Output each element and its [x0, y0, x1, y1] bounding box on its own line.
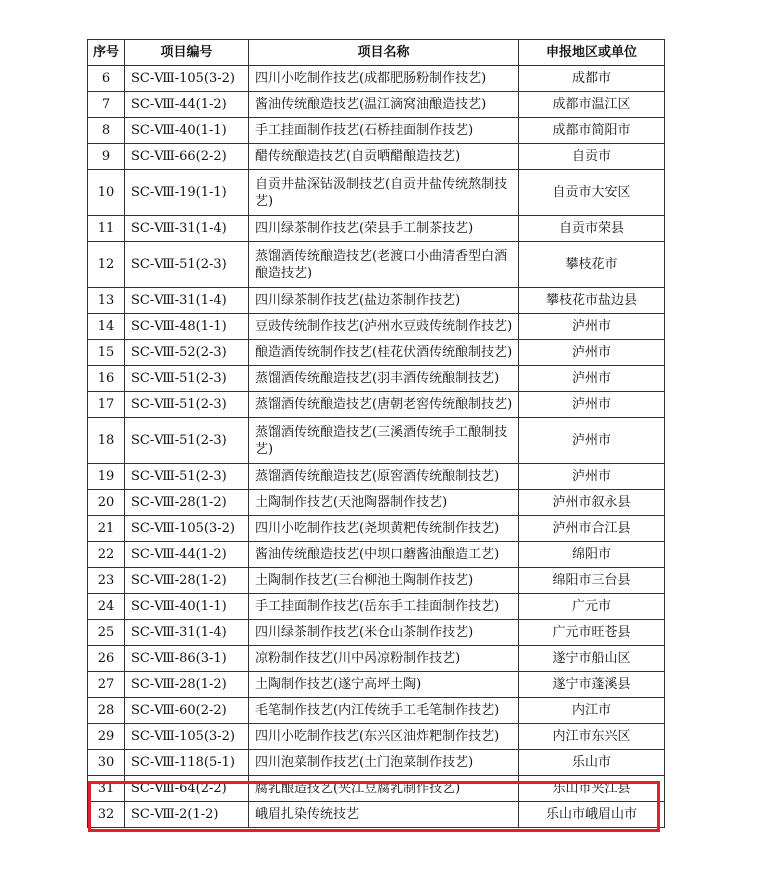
row-index: 7: [88, 92, 125, 118]
row-index: 32: [88, 802, 125, 828]
table-header-row: [88, 40, 665, 66]
row-name: 四川泡菜制作技艺(土门泡菜制作技艺): [249, 750, 519, 776]
table-row: [88, 314, 665, 340]
row-code: SC-Ⅷ-60(2-2): [125, 698, 249, 724]
row-region: 攀枝花市盐边县: [519, 288, 665, 314]
row-region: 乐山市: [519, 750, 665, 776]
row-region: 泸州市合江县: [519, 516, 665, 542]
row-name: 酱油传统酿造技艺(温江滴窝油酿造技艺): [249, 92, 519, 118]
row-region: 成都市温江区: [519, 92, 665, 118]
row-name: 蒸馏酒传统酿造技艺(原窖酒传统酿制技艺): [249, 464, 519, 490]
row-code: SC-Ⅷ-51(2-3): [125, 366, 249, 392]
row-code: SC-Ⅷ-31(1-4): [125, 620, 249, 646]
row-region: 广元市: [519, 594, 665, 620]
row-name: 四川小吃制作技艺(东兴区油炸粑制作技艺): [249, 724, 519, 750]
row-code: SC-Ⅷ-28(1-2): [125, 568, 249, 594]
row-index: 27: [88, 672, 125, 698]
heritage-table: [87, 39, 665, 828]
header-index: 序号: [88, 40, 125, 66]
row-index: 17: [88, 392, 125, 418]
row-name: 凉粉制作技艺(川中呙凉粉制作技艺): [249, 646, 519, 672]
row-name: 土陶制作技艺(遂宁高坪土陶): [249, 672, 519, 698]
row-code: SC-Ⅷ-105(3-2): [125, 724, 249, 750]
row-region: 绵阳市三台县: [519, 568, 665, 594]
table-row: [88, 118, 665, 144]
row-name: 酱油传统酿造技艺(中坝口蘑酱油酿造工艺): [249, 542, 519, 568]
header-name: 项目名称: [249, 40, 519, 66]
row-name: 蒸馏酒传统酿造技艺(羽丰酒传统酿制技艺): [249, 366, 519, 392]
table-row: [88, 490, 665, 516]
row-index: 9: [88, 144, 125, 170]
table-row: [88, 216, 665, 242]
row-code: SC-Ⅷ-52(2-3): [125, 340, 249, 366]
row-name: 四川绿茶制作技艺(米仓山茶制作技艺): [249, 620, 519, 646]
row-region: 乐山市峨眉山市: [519, 802, 665, 828]
row-index: 11: [88, 216, 125, 242]
table-row: [88, 340, 665, 366]
row-code: SC-Ⅷ-51(2-3): [125, 418, 249, 464]
row-region: 泸州市: [519, 340, 665, 366]
table-row: [88, 392, 665, 418]
row-region: 泸州市: [519, 314, 665, 340]
row-region: 绵阳市: [519, 542, 665, 568]
row-index: 24: [88, 594, 125, 620]
row-index: 23: [88, 568, 125, 594]
row-region: 遂宁市蓬溪县: [519, 672, 665, 698]
row-code: SC-Ⅷ-31(1-4): [125, 288, 249, 314]
row-region: 泸州市叙永县: [519, 490, 665, 516]
table-row: [88, 620, 665, 646]
row-region: 内江市: [519, 698, 665, 724]
row-code: SC-Ⅷ-51(2-3): [125, 242, 249, 288]
row-index: 29: [88, 724, 125, 750]
table-row: [88, 776, 665, 802]
row-name: 蒸馏酒传统酿造技艺(三溪酒传统手工酿制技艺): [249, 418, 519, 464]
row-name: 土陶制作技艺(天池陶器制作技艺): [249, 490, 519, 516]
row-region: 攀枝花市: [519, 242, 665, 288]
row-index: 26: [88, 646, 125, 672]
row-region: 成都市简阳市: [519, 118, 665, 144]
row-name: 土陶制作技艺(三台柳池土陶制作技艺): [249, 568, 519, 594]
table-row: [88, 464, 665, 490]
row-index: 12: [88, 242, 125, 288]
row-region: 乐山市夹江县: [519, 776, 665, 802]
table-row: [88, 288, 665, 314]
row-index: 21: [88, 516, 125, 542]
row-index: 18: [88, 418, 125, 464]
row-code: SC-Ⅷ-105(3-2): [125, 66, 249, 92]
row-code: SC-Ⅷ-40(1-1): [125, 118, 249, 144]
row-code: SC-Ⅷ-40(1-1): [125, 594, 249, 620]
row-index: 6: [88, 66, 125, 92]
row-name: 手工挂面制作技艺(岳东手工挂面制作技艺): [249, 594, 519, 620]
row-region: 自贡市荣县: [519, 216, 665, 242]
row-index: 28: [88, 698, 125, 724]
row-code: SC-Ⅷ-48(1-1): [125, 314, 249, 340]
row-name: 四川绿茶制作技艺(盐边茶制作技艺): [249, 288, 519, 314]
table-row: [88, 144, 665, 170]
table-row: [88, 568, 665, 594]
row-index: 15: [88, 340, 125, 366]
row-index: 19: [88, 464, 125, 490]
row-code: SC-Ⅷ-2(1-2): [125, 802, 249, 828]
row-code: SC-Ⅷ-51(2-3): [125, 392, 249, 418]
row-code: SC-Ⅷ-44(1-2): [125, 542, 249, 568]
row-code: SC-Ⅷ-51(2-3): [125, 464, 249, 490]
row-name: 峨眉扎染传统技艺: [249, 802, 519, 828]
row-region: 泸州市: [519, 418, 665, 464]
table-row: [88, 542, 665, 568]
row-name: 醋传统酿造技艺(自贡晒醋酿造技艺): [249, 144, 519, 170]
row-region: 成都市: [519, 66, 665, 92]
table-row: [88, 594, 665, 620]
row-index: 25: [88, 620, 125, 646]
row-region: 内江市东兴区: [519, 724, 665, 750]
row-index: 10: [88, 170, 125, 216]
row-index: 14: [88, 314, 125, 340]
table-row: [88, 750, 665, 776]
row-name: 毛笔制作技艺(内江传统手工毛笔制作技艺): [249, 698, 519, 724]
row-name: 四川小吃制作技艺(成都肥肠粉制作技艺): [249, 66, 519, 92]
table-row: [88, 92, 665, 118]
row-code: SC-Ⅷ-19(1-1): [125, 170, 249, 216]
row-index: 30: [88, 750, 125, 776]
row-code: SC-Ⅷ-86(3-1): [125, 646, 249, 672]
row-name: 酿造酒传统制作技艺(桂花伏酒传统酿制技艺): [249, 340, 519, 366]
row-region: 广元市旺苍县: [519, 620, 665, 646]
row-code: SC-Ⅷ-66(2-2): [125, 144, 249, 170]
row-name: 腐乳酿造技艺(夹江豆腐乳制作技艺): [249, 776, 519, 802]
row-code: SC-Ⅷ-28(1-2): [125, 490, 249, 516]
row-name: 豆豉传统制作技艺(泸州水豆豉传统制作技艺): [249, 314, 519, 340]
row-name: 蒸馏酒传统酿造技艺(老渡口小曲清香型白酒酿造技艺): [249, 242, 519, 288]
table-row: [88, 516, 665, 542]
table-row: [88, 672, 665, 698]
row-name: 自贡井盐深钻汲制技艺(自贡井盐传统熬制技艺): [249, 170, 519, 216]
row-index: 31: [88, 776, 125, 802]
row-index: 13: [88, 288, 125, 314]
table-row: [88, 802, 665, 828]
row-name: 四川小吃制作技艺(尧坝黄粑传统制作技艺): [249, 516, 519, 542]
header-region: 申报地区或单位: [519, 40, 665, 66]
row-name: 手工挂面制作技艺(石桥挂面制作技艺): [249, 118, 519, 144]
row-code: SC-Ⅷ-28(1-2): [125, 672, 249, 698]
row-name: 蒸馏酒传统酿造技艺(唐朝老窖传统酿制技艺): [249, 392, 519, 418]
row-index: 20: [88, 490, 125, 516]
row-code: SC-Ⅷ-44(1-2): [125, 92, 249, 118]
row-code: SC-Ⅷ-64(2-2): [125, 776, 249, 802]
row-region: 遂宁市船山区: [519, 646, 665, 672]
header-code: 项目编号: [125, 40, 249, 66]
table-row: [88, 646, 665, 672]
row-region: 泸州市: [519, 392, 665, 418]
row-region: 泸州市: [519, 366, 665, 392]
table-row: [88, 170, 665, 216]
row-code: SC-Ⅷ-31(1-4): [125, 216, 249, 242]
table-row: [88, 366, 665, 392]
row-code: SC-Ⅷ-105(3-2): [125, 516, 249, 542]
row-region: 自贡市大安区: [519, 170, 665, 216]
table-row: [88, 418, 665, 464]
table-row: [88, 66, 665, 92]
row-name: 四川绿茶制作技艺(荣县手工制茶技艺): [249, 216, 519, 242]
row-index: 22: [88, 542, 125, 568]
row-index: 16: [88, 366, 125, 392]
row-index: 8: [88, 118, 125, 144]
table-row: [88, 698, 665, 724]
table-row: [88, 242, 665, 288]
row-region: 自贡市: [519, 144, 665, 170]
row-code: SC-Ⅷ-118(5-1): [125, 750, 249, 776]
row-region: 泸州市: [519, 464, 665, 490]
table-row: [88, 724, 665, 750]
